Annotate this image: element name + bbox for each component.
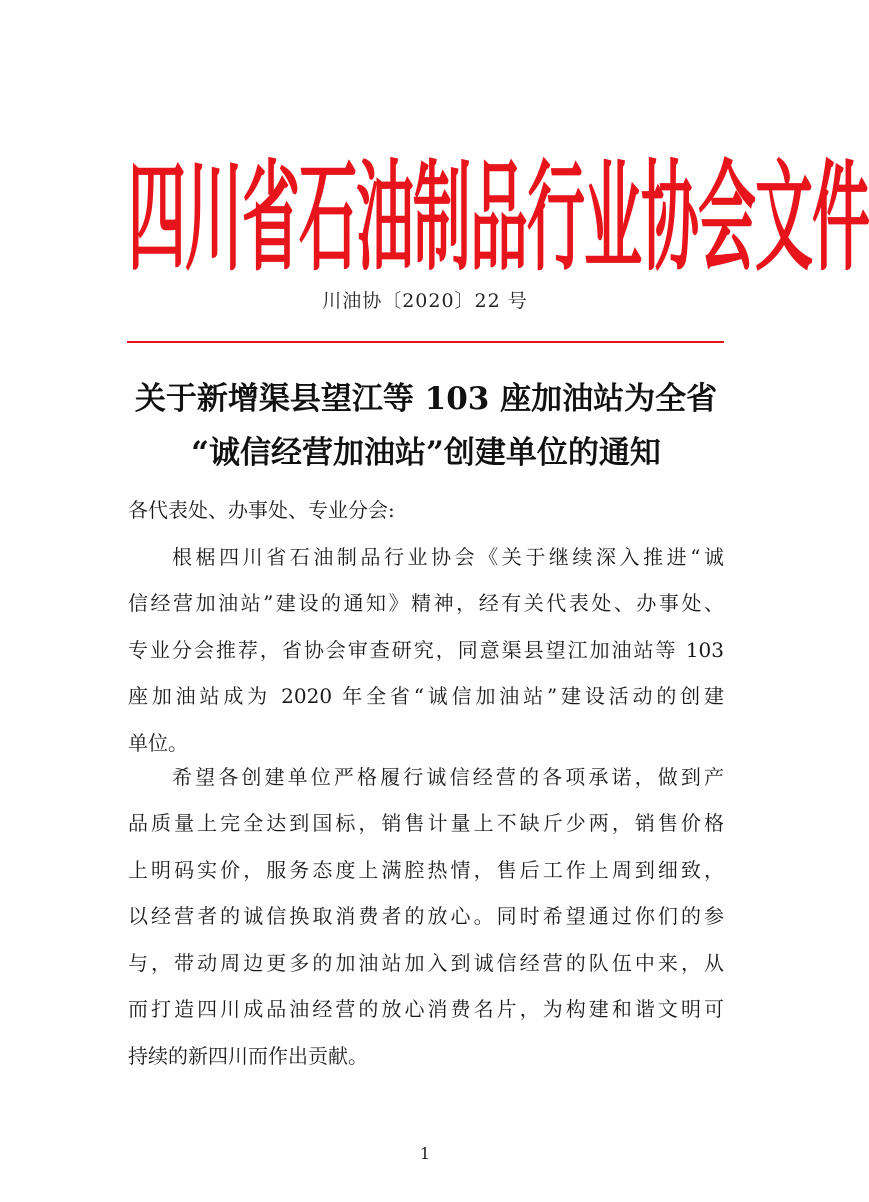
paragraph-2-line: 而打造四川成品油经营的放心消费名片，为构建和谐文明可 bbox=[128, 997, 724, 1021]
page-number: 1 bbox=[419, 1144, 431, 1163]
paragraph-2-line: 与，带动周边更多的加油站加入到诚信经营的队伍中来，从 bbox=[128, 951, 724, 975]
paragraph-1-line: 单位。 bbox=[128, 731, 188, 755]
paragraph-1-line: 专业分会推荐，省协会审查研究，同意渠县望江加油站等 103 bbox=[128, 638, 724, 662]
masthead-title: 四川省石油制品行业协会文件 bbox=[128, 148, 869, 288]
paragraph-2-line: 以经营者的诚信换取消费者的放心。同时希望通过你们的参 bbox=[128, 904, 724, 928]
salutation-text: 各代表处、办事处、专业分会: bbox=[128, 498, 395, 522]
document-number: 川油协〔2020〕22 号 bbox=[322, 290, 528, 312]
masthead-banner bbox=[128, 108, 869, 288]
notice-title-line-1: 关于新增渠县望江等 103 座加油站为全省 bbox=[134, 381, 718, 417]
notice-title-line-2: “诚信经营加油站”创建单位的通知 bbox=[191, 435, 661, 471]
paragraph-1-line: 座加油站成为 2020 年全省“诚信加油站”建设活动的创建 bbox=[128, 684, 724, 708]
red-divider-line bbox=[127, 341, 724, 343]
paragraph-2-line: 持续的新四川而作出贡献。 bbox=[128, 1044, 368, 1068]
paragraph-2-line: 希望各创建单位严格履行诚信经营的各项承诺，做到产 bbox=[172, 765, 724, 789]
paragraph-2-line: 品质量上完全达到国标，销售计量上不缺斤少两，销售价格 bbox=[128, 811, 724, 835]
paragraph-2-line: 上明码实价，服务态度上满腔热情，售后工作上周到细致， bbox=[128, 858, 724, 882]
paragraph-1-line: 根椐四川省石油制品行业协会《关于继续深入推进“诚 bbox=[172, 545, 724, 569]
paragraph-1-line: 信经营加油站”建设的通知》精神，经有关代表处、办事处、 bbox=[128, 591, 724, 615]
